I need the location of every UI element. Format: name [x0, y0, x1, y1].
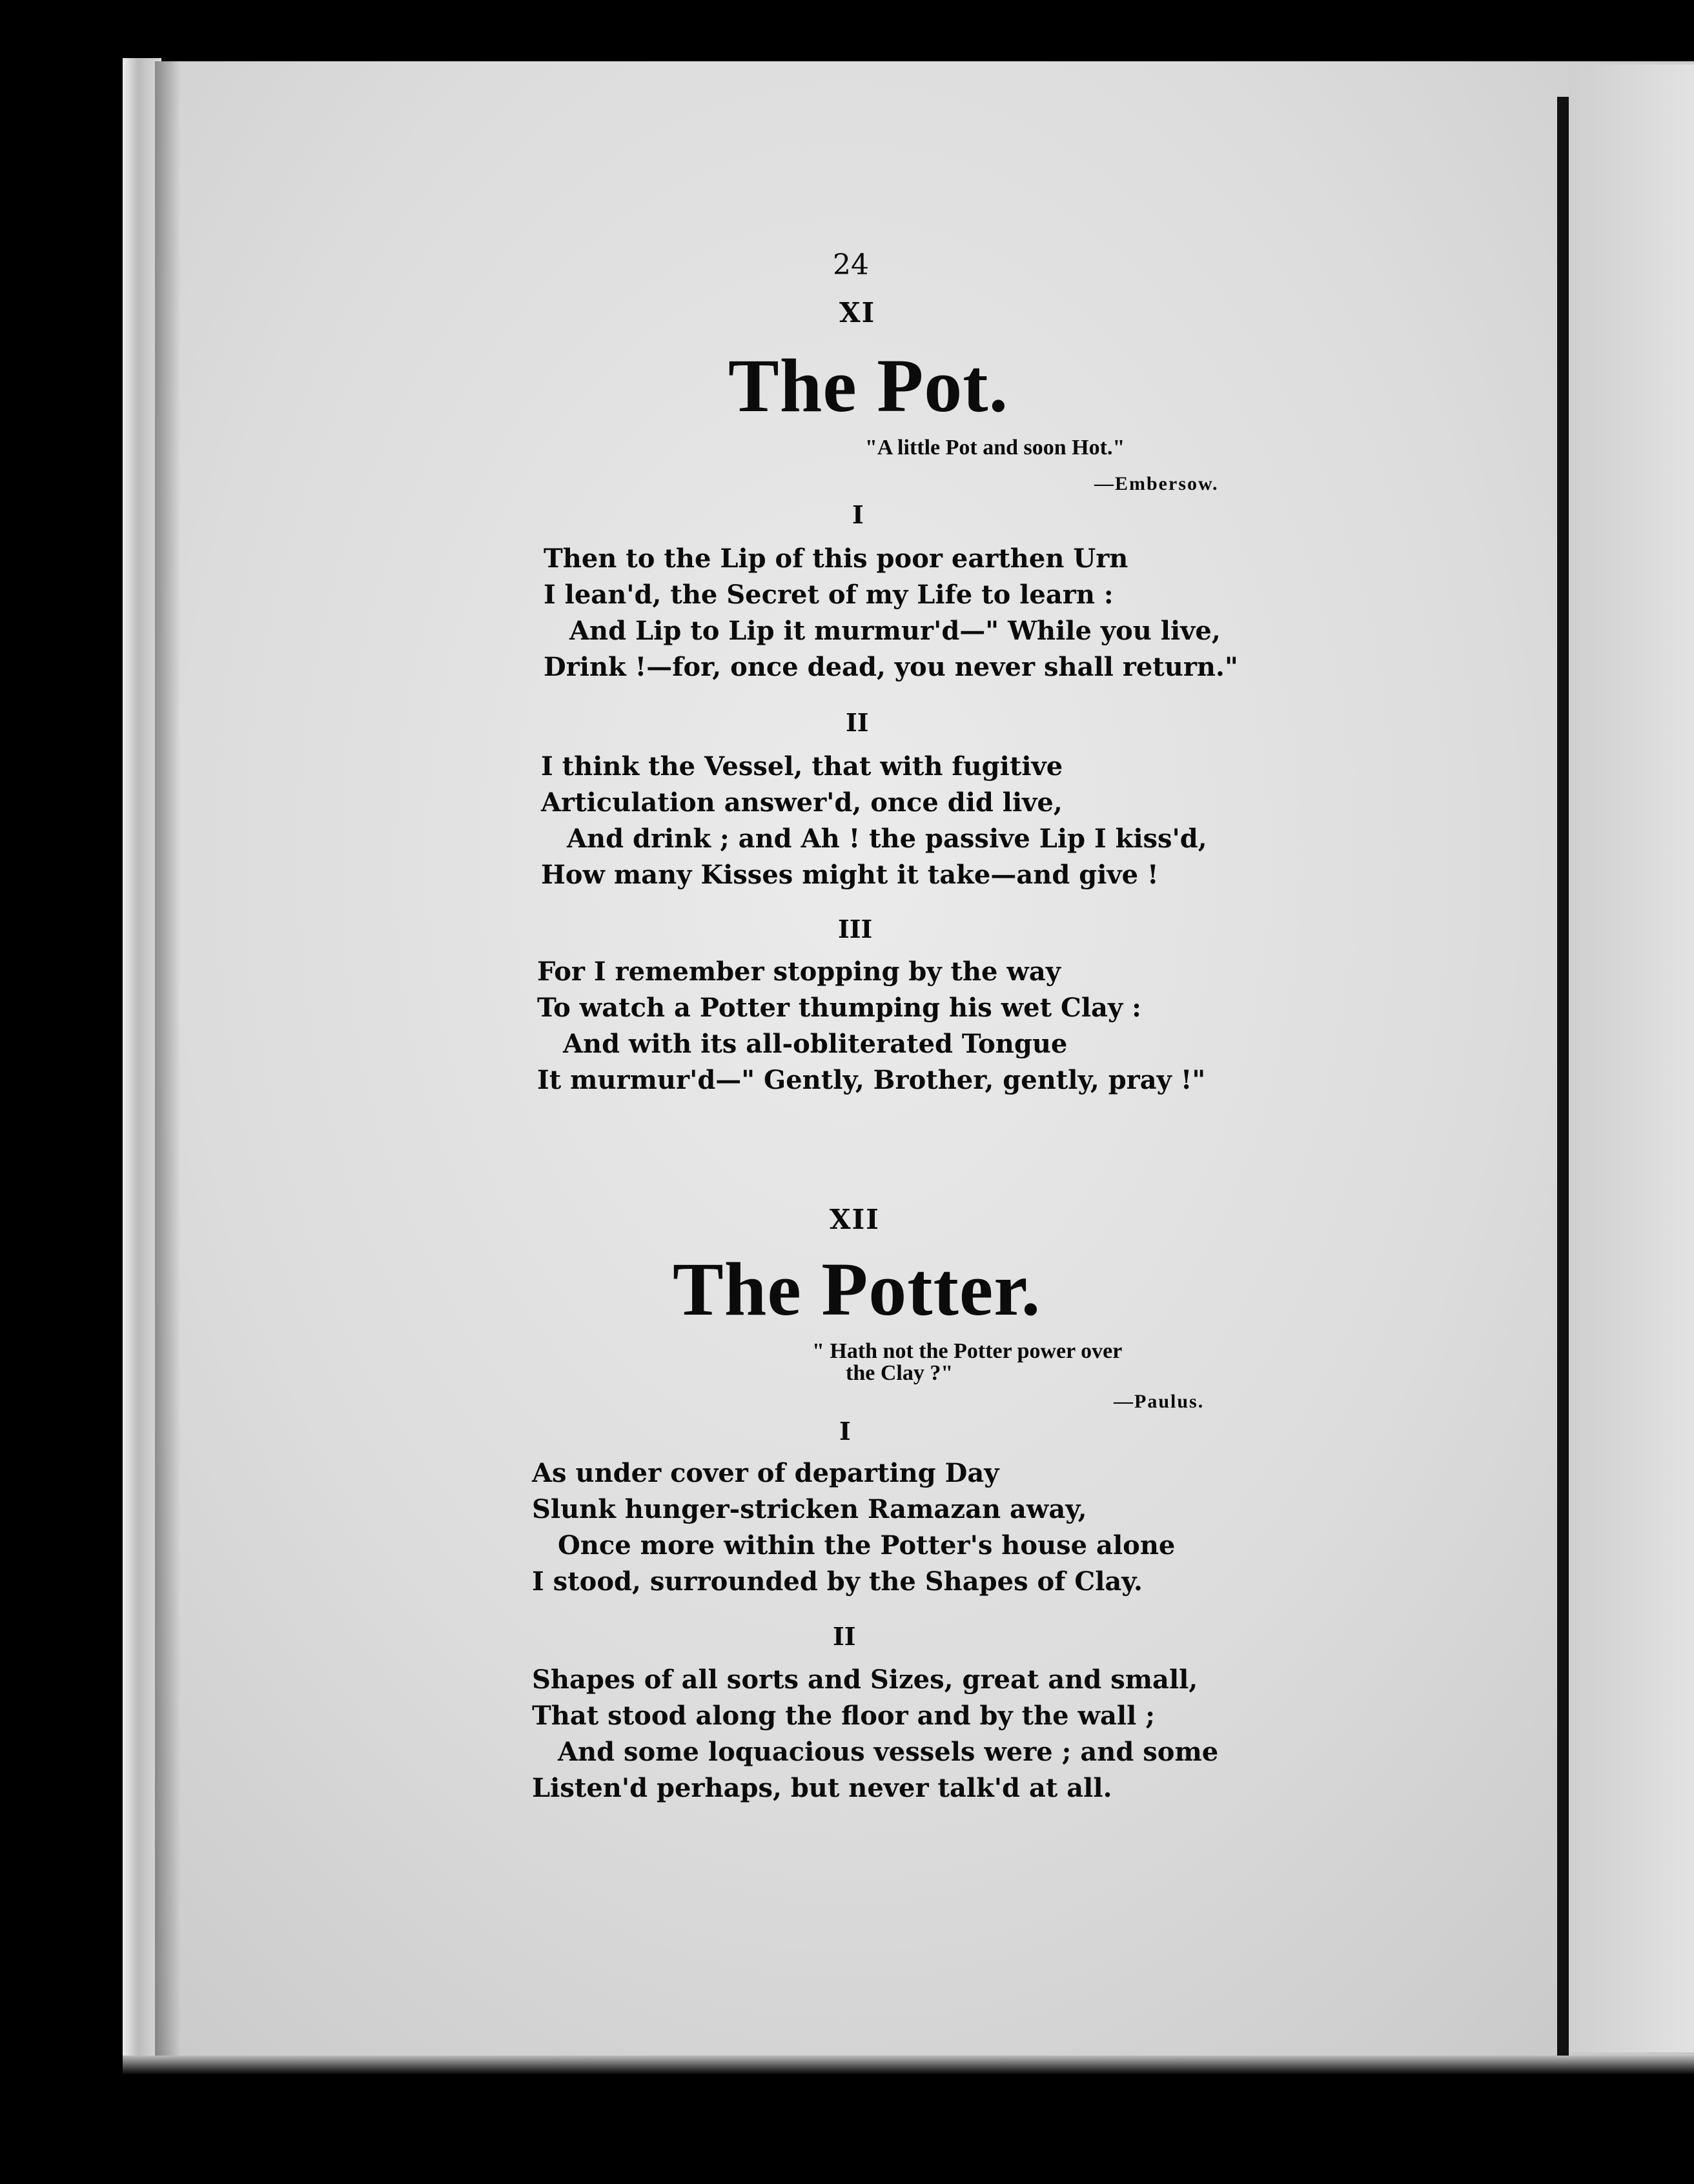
- verse-line: I think the Vessel, that with fugitive: [541, 751, 1063, 782]
- stanza: [532, 1662, 1218, 1806]
- verse-line: I lean'd, the Secret of my Life to learn :: [544, 580, 1114, 610]
- epigraph-attribution: —Paulus.: [1114, 1391, 1205, 1412]
- stanza: [537, 954, 1205, 1098]
- stanza-number: III: [838, 915, 873, 944]
- book-gutter: [1557, 97, 1569, 2072]
- stanza-number: I: [839, 1417, 851, 1446]
- verse-line: For I remember stopping by the way: [537, 956, 1061, 987]
- facing-page-edge: [1569, 65, 1694, 2052]
- verse-line: Slunk hunger-stricken Ramazan away,: [532, 1494, 1087, 1524]
- page-shadow: [155, 61, 181, 2056]
- verse-line: Shapes of all sorts and Sizes, great and small,: [532, 1664, 1198, 1695]
- section-title: The Pot.: [728, 343, 1009, 428]
- stanza-number: II: [846, 708, 869, 737]
- verse-line: As under cover of departing Day: [532, 1458, 999, 1488]
- verse-line: That stood along the floor and by the wall ;: [532, 1701, 1155, 1731]
- epigraph-line: the Clay ?": [846, 1361, 954, 1385]
- verse-line: Drink !—for, once dead, you never shall return.": [544, 652, 1238, 682]
- verse-line: Listen'd perhaps, but never talk'd at all.: [532, 1773, 1112, 1803]
- stanza-number: I: [852, 500, 864, 529]
- verse-line: Articulation answer'd, once did live,: [541, 787, 1063, 818]
- section-numeral: XI: [839, 297, 876, 329]
- page-bottom-edge: [123, 2056, 1694, 2075]
- stanza: [541, 749, 1207, 893]
- stanza: [544, 541, 1238, 685]
- stanza-number: II: [833, 1622, 856, 1651]
- stanza: [532, 1455, 1175, 1600]
- verse-line: And drink ; and Ah ! the passive Lip I kiss'd,: [567, 824, 1207, 854]
- verse-line: How many Kisses might it take—and give !: [541, 860, 1159, 890]
- verse-line: It murmur'd—" Gently, Brother, gently, pray !": [537, 1065, 1206, 1095]
- epigraph-attribution: —Embersow.: [1094, 473, 1219, 494]
- section-title: The Potter.: [673, 1247, 1041, 1331]
- verse-line: I stood, surrounded by the Shapes of Clay.: [532, 1566, 1143, 1597]
- epigraph-line: " Hath not the Potter power over: [812, 1339, 1123, 1363]
- verse-line: Once more within the Potter's house alone: [558, 1530, 1176, 1561]
- verse-line: And some loquacious vessels were ; and some: [558, 1737, 1219, 1767]
- epigraph-line: "A little Pot and soon Hot.": [865, 436, 1125, 460]
- verse-line: And with its all-obliterated Tongue: [563, 1029, 1068, 1059]
- verse-line: To watch a Potter thumping his wet Clay :: [537, 993, 1141, 1023]
- verse-line: And Lip to Lip it murmur'd—" While you live,: [569, 616, 1221, 646]
- verse-line: Then to the Lip of this poor earthen Urn: [544, 543, 1128, 574]
- section-numeral: XII: [830, 1204, 880, 1235]
- page-number: 24: [833, 248, 869, 281]
